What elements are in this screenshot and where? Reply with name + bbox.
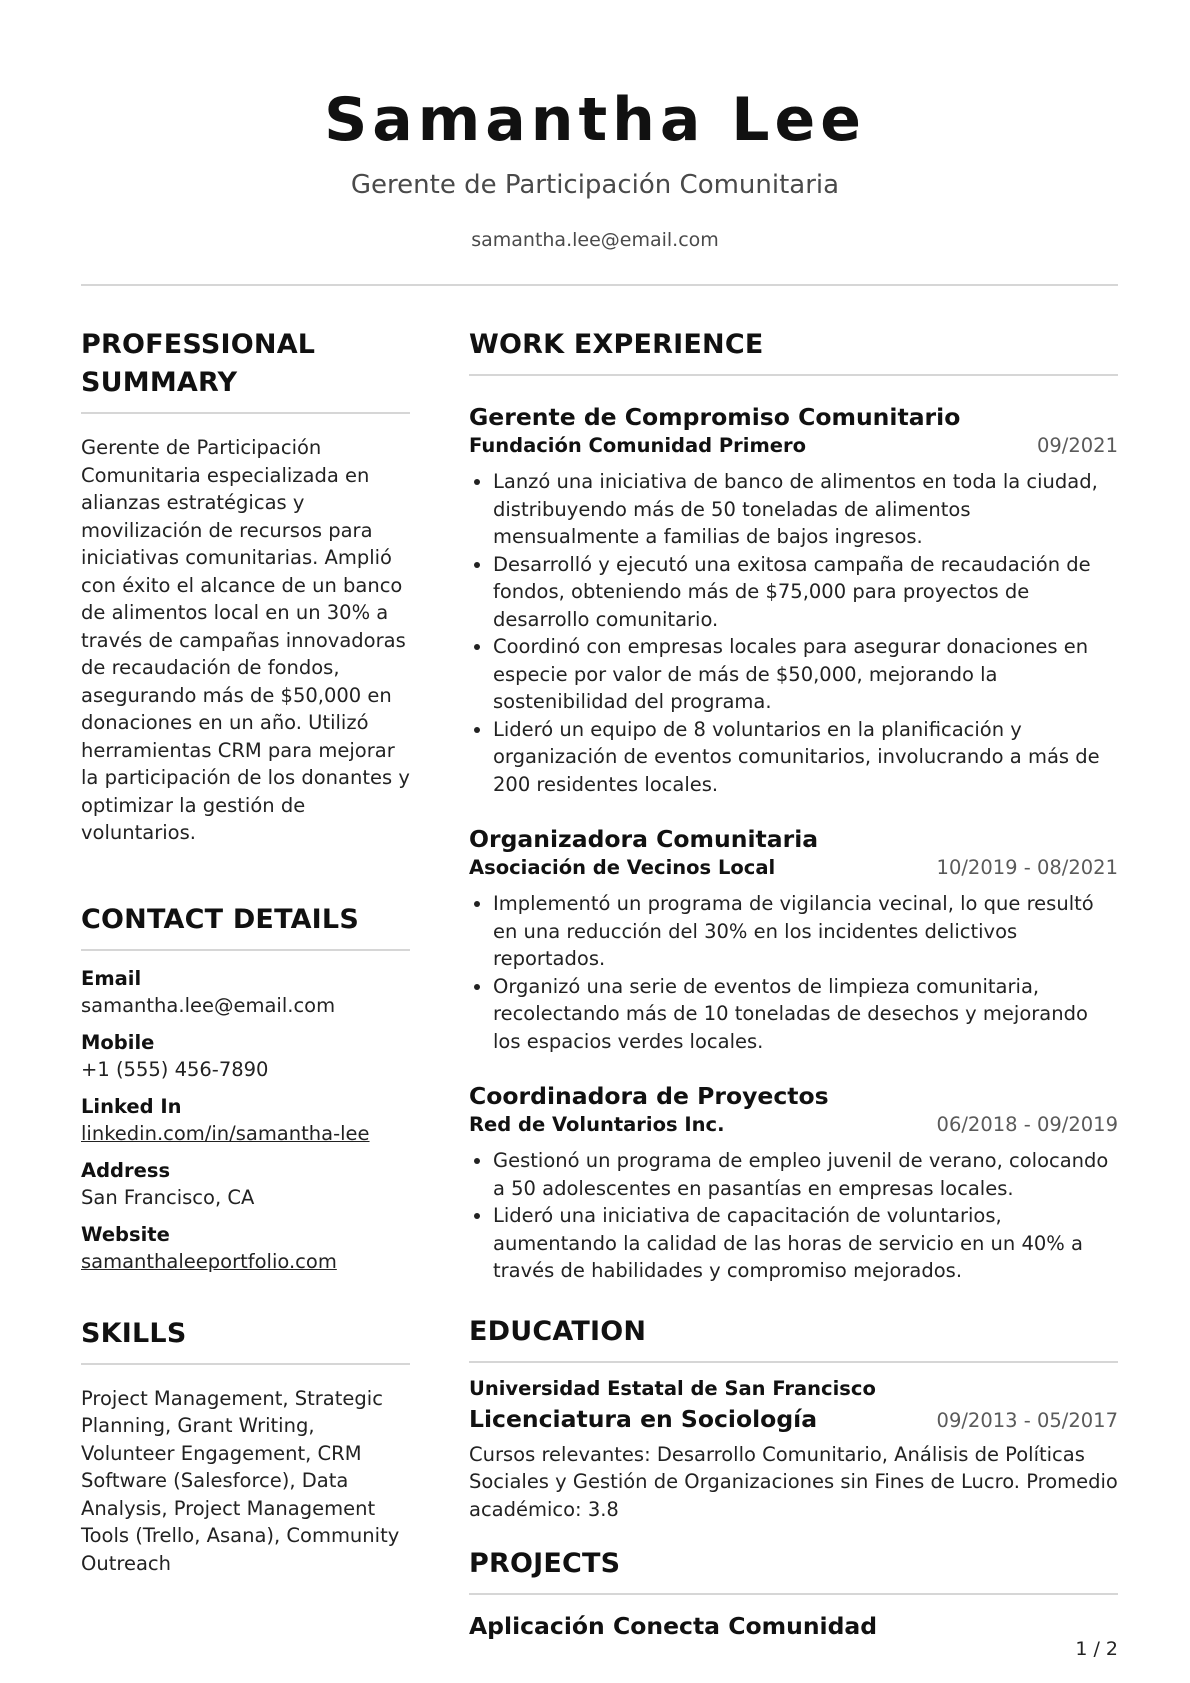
website-link[interactable]: samanthaleeportfolio.com [81,1249,337,1273]
bullet-item: • Coordinó con empresas locales para asegurar donaciones en especie por valor de más de $50,000, mejorando la sostenibilidad del programa. [493,633,1118,716]
bullet-item: • Gestionó un programa de empleo juvenil de verano, colocando a 50 adolescentes en pasantías en empresas locales. [493,1147,1118,1202]
left-column [81,326,410,1577]
experience-section [469,326,1118,1285]
skills-section [81,1315,410,1578]
bullet-item: • Implementó un programa de vigilancia vecinal, lo que resultó en una reducción del 30% en los incidentes delictivos reportados. [493,890,1118,973]
section-divider [469,1361,1118,1363]
header-divider [81,284,1118,286]
contact-title: CONTACT DETAILS [81,903,359,935]
section-divider [469,374,1118,376]
contact-list [81,965,410,1275]
page-number: 1 / 2 [1075,1638,1118,1660]
contact-linkedin [81,1093,410,1147]
contact-website [81,1221,410,1275]
job-date: 09/2021 [1036,434,1118,457]
job-company: Fundación Comunidad Primero [469,434,807,457]
job-company: Red de Voluntarios Inc. [469,1113,725,1136]
education-description: Cursos relevantes: Desarrollo Comunitario, Análisis de Políticas Sociales y Gestión de Organizaciones sin Fines de Lucro. Promedio académico: 3.8 [469,1442,1118,1521]
contact-label: Mobile [81,1030,155,1054]
bullet-item: • Lanzó una iniciativa de banco de alimentos en toda la ciudad, distribuyendo más de 50 toneladas de alimentos mensualmente a familias de bajos ingresos. [493,468,1118,551]
job-meta [469,1111,1118,1139]
education-date: 09/2013 - 05/2017 [936,1408,1118,1432]
education-section [469,1313,1118,1524]
job-company: Asociación de Vecinos Local [469,856,776,879]
experience-title: WORK EXPERIENCE [469,329,764,360]
projects-section [469,1545,1118,1641]
candidate-role: Gerente de Participación Comunitaria [350,170,840,200]
section-divider [81,1363,410,1365]
job-title: Organizadora Comunitaria [469,825,819,853]
project-name: Aplicación Conecta Comunidad [469,1612,878,1640]
contact-email [81,965,410,1019]
bullet-item: • Lideró un equipo de 8 voluntarios en la planificación y organización de eventos comunitarios, involucrando a más de 200 residentes locales. [493,716,1118,799]
education-school: Universidad Estatal de San Francisco [469,1376,876,1400]
bullet-item: • Organizó una serie de eventos de limpieza comunitaria, recolectando más de 10 toneladas de desechos y mejorando los espacios verdes locales. [493,973,1118,1056]
skills-text: Project Management, Strategic Planning, Grant Writing, Volunteer Engagement, CRM Software (Salesforce), Data Analysis, Project Management Tools (Trello, Asana), Community Outreach [81,1386,400,1575]
summary-title: PROFESSIONAL SUMMARY [81,329,316,398]
contact-label: Website [81,1222,170,1246]
bullet-item: • Lideró una iniciativa de capacitación de voluntarios, aumentando la calidad de las horas de servicio en un 40% a través de habilidades y compromiso mejorados. [493,1202,1118,1285]
summary-section [81,326,410,847]
job-date: 10/2019 - 08/2021 [936,856,1118,879]
contact-value[interactable]: samantha.lee@email.com [81,993,336,1017]
job-meta [469,854,1118,882]
projects-title: PROJECTS [469,1548,621,1579]
education-degree-row [469,1403,1118,1435]
contact-value: +1 (555) 456-7890 [81,1057,269,1081]
section-divider [81,412,410,414]
job-date: 06/2018 - 09/2019 [936,1113,1118,1136]
right-column [469,326,1118,1641]
bullet-item: • Desarrolló y ejecutó una exitosa campaña de recaudación de fondos, obteniendo más de $75,000 para proyectos de desarrollo comunitario. [493,551,1118,634]
header-email[interactable]: samantha.lee@email.com [471,229,719,251]
contact-label: Email [81,966,142,990]
contact-label: Linked In [81,1094,182,1118]
job-bullets [469,1147,1118,1285]
job-entry [469,1081,1118,1285]
section-divider [81,949,410,951]
candidate-name: Samantha Lee [324,85,866,155]
job-title: Coordinadora de Proyectos [469,1082,829,1110]
job-entry [469,824,1118,1055]
contact-label: Address [81,1158,171,1182]
job-bullets [469,890,1118,1055]
education-degree: Licenciatura en Sociología [469,1404,818,1433]
linkedin-link[interactable]: linkedin.com/in/samantha-lee [81,1121,370,1145]
contact-mobile [81,1029,410,1083]
section-divider [469,1593,1118,1595]
contact-section [81,901,410,1275]
education-title: EDUCATION [469,1315,647,1347]
summary-text: Gerente de Participación Comunitaria especializada en alianzas estratégicas y movilización de recursos para iniciativas comunitarias. Amplió con éxito el alcance de un banco de alimentos local en un 30% a través de campañas innovadoras de recaudación de fondos, asegurando más de $50,000 en donaciones en un año. Utilizó herramientas CRM para mejorar la participación de los donantes y optimizar la gestión de voluntarios. [81,436,410,844]
contact-value: San Francisco, CA [81,1185,255,1209]
job-bullets [469,468,1118,798]
job-title: Gerente de Compromiso Comunitario [469,403,961,431]
job-entry [469,402,1118,798]
contact-address [81,1157,410,1211]
job-meta [469,432,1118,460]
skills-title: SKILLS [81,1317,187,1349]
